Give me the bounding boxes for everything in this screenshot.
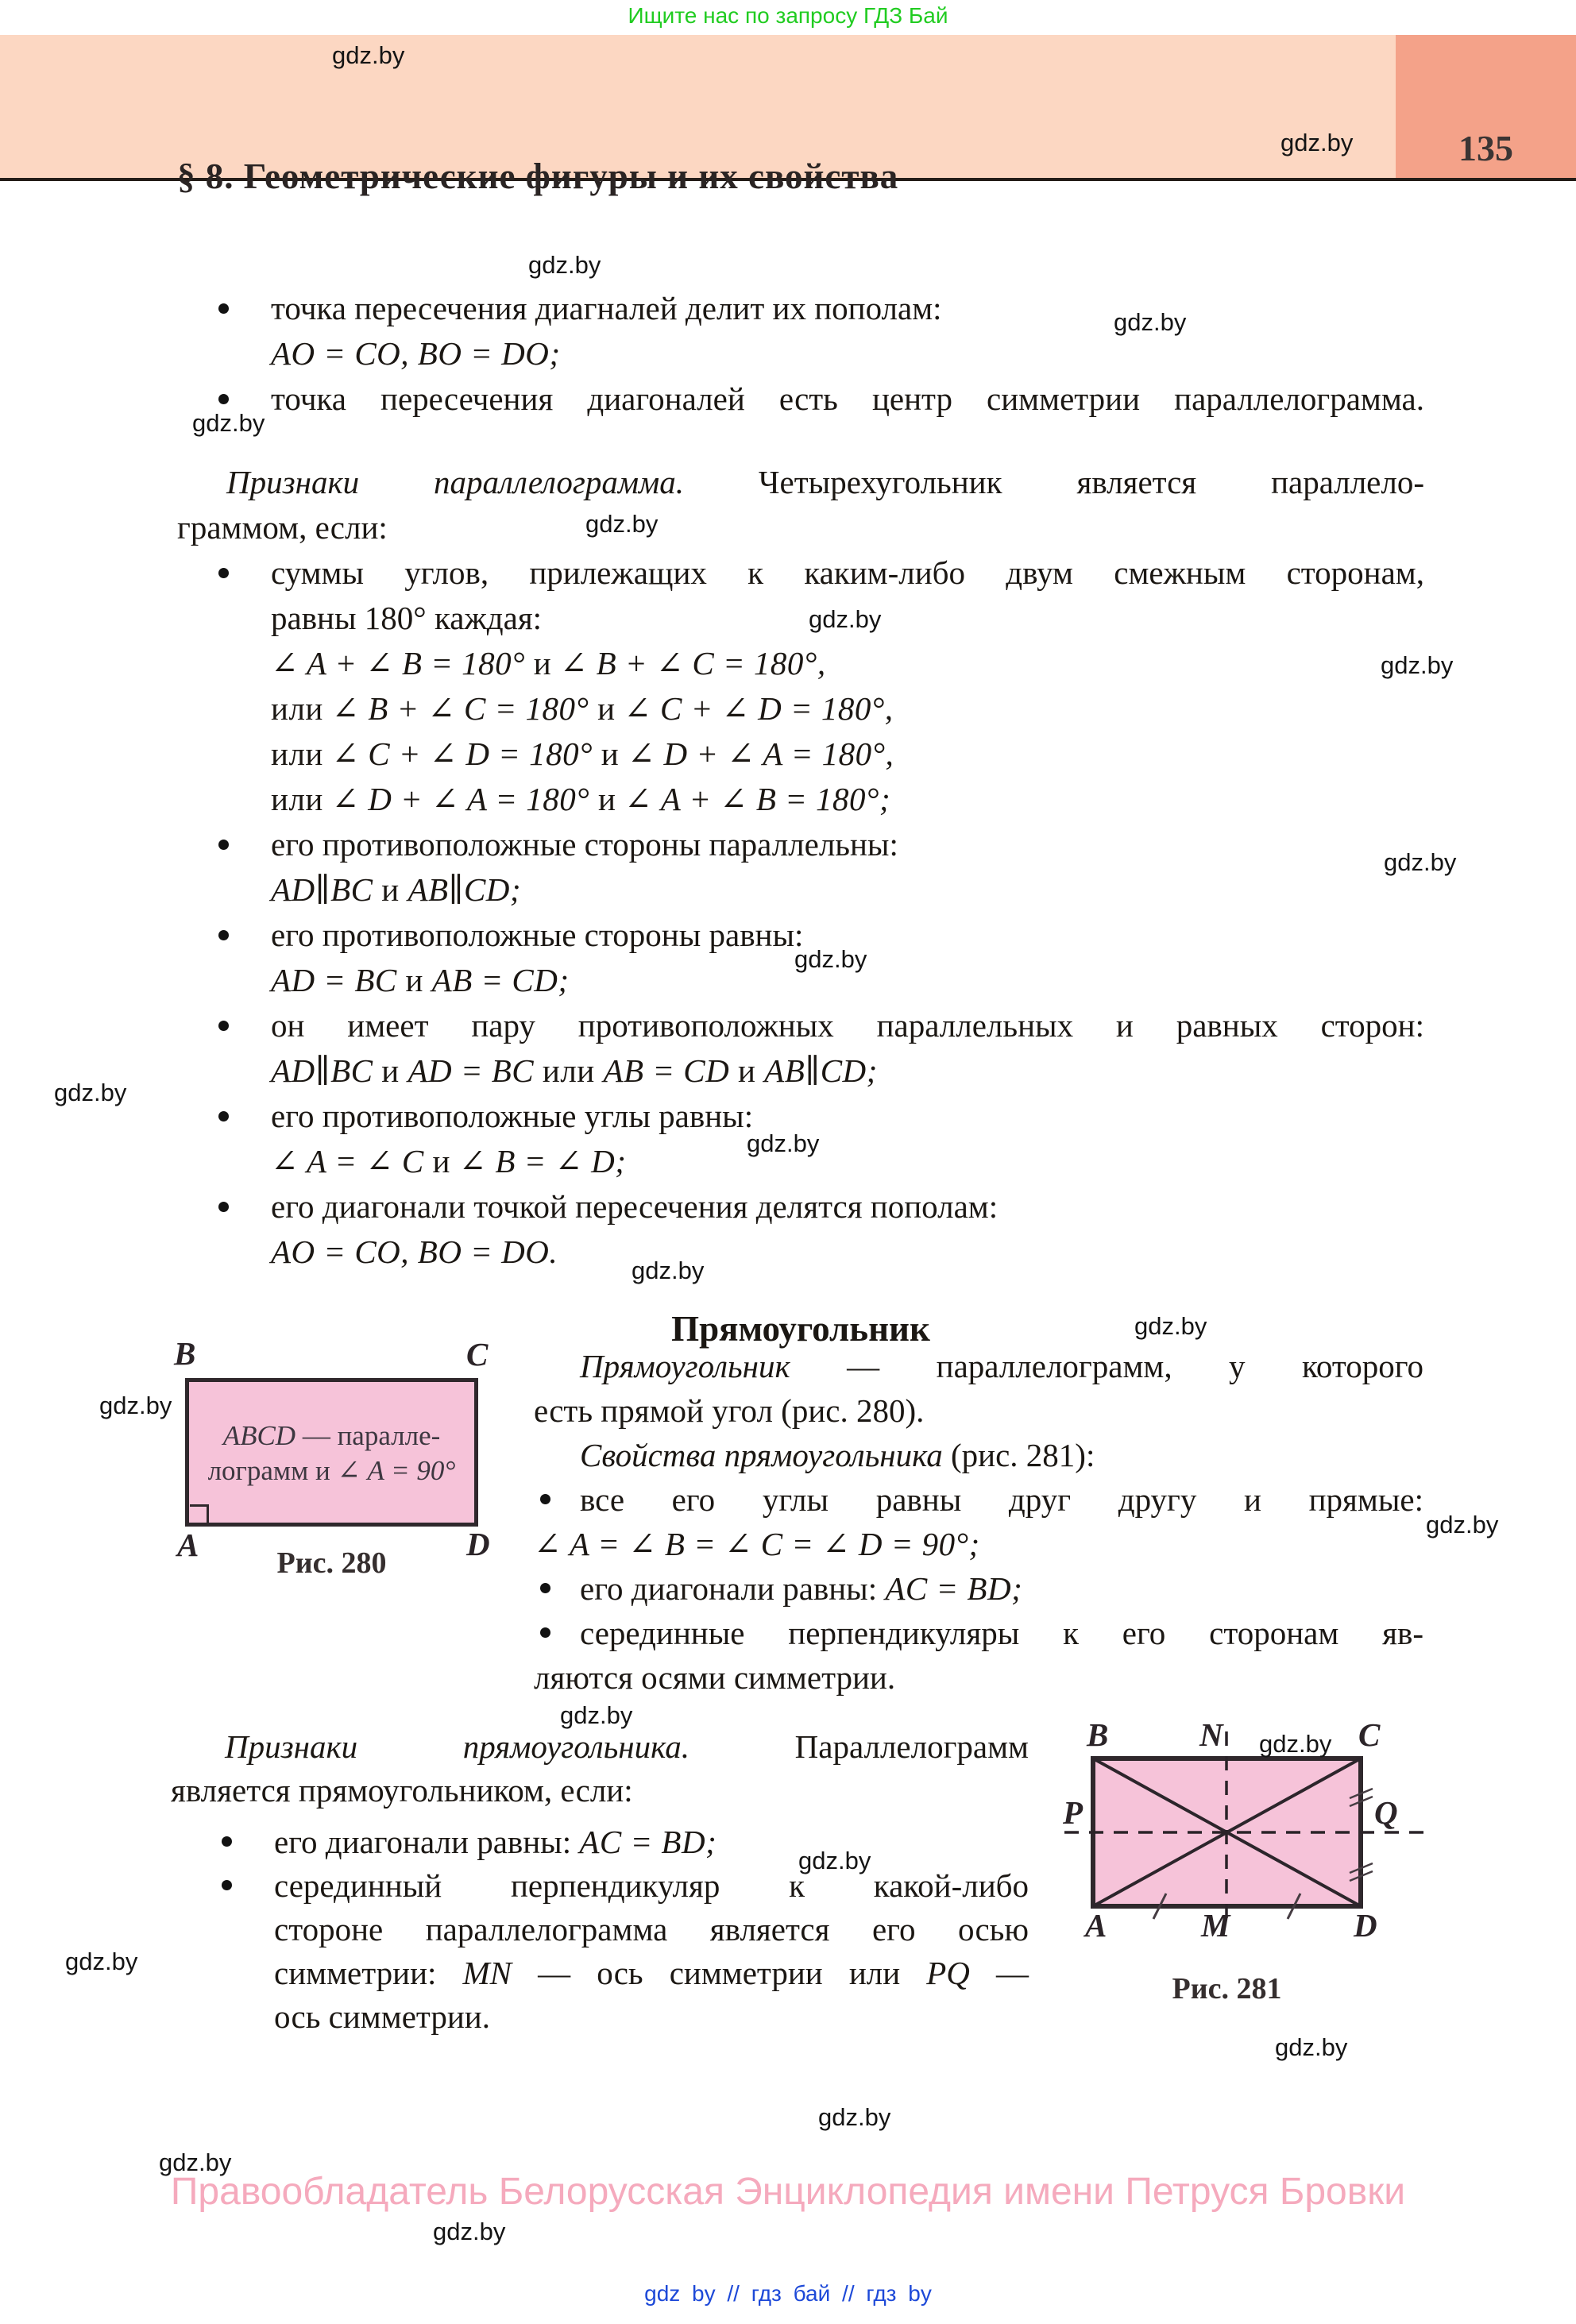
paragraph-lead: Свойства прямоугольника (580, 1437, 943, 1473)
list-item-text: его противоположные стороны равны: (271, 917, 804, 953)
paragraph-text: Параллелограмм (690, 1728, 1029, 1765)
gdz-watermark: gdz.by (54, 1079, 127, 1106)
formula-line: AO = CO, BO = DO; (271, 335, 561, 372)
vertex-label-a: A (1085, 1907, 1107, 1944)
gdz-watermark: gdz.by (332, 41, 405, 69)
bullet-icon (218, 303, 229, 314)
bullet-icon (222, 1836, 232, 1847)
page-header (0, 35, 1576, 196)
rectangle-text-column (534, 1344, 1423, 1700)
page-number: 135 (1458, 128, 1513, 168)
vertex-label-c: C (466, 1336, 489, 1372)
gdz-watermark: gdz.by (1275, 2033, 1348, 2061)
gdz-watermark: gdz.by (1384, 848, 1457, 876)
bullet-icon (218, 840, 229, 850)
right-angle-icon (190, 1504, 209, 1523)
list-item-text: он имеет пару противоположных параллельных и равных сторон: (271, 1007, 1424, 1044)
vertex-label-b: B (174, 1335, 196, 1372)
bullet-icon (218, 1111, 229, 1121)
list-item (177, 1184, 1424, 1230)
formula-line: или ∠ B + ∠ C = 180° и ∠ C + ∠ D = 180°, (271, 690, 894, 727)
paragraph-line (534, 1433, 1423, 1477)
gdz-watermark: gdz.by (192, 409, 265, 437)
gdz-watermark: gdz.by (747, 1129, 820, 1157)
gdz-watermark: gdz.by (809, 605, 882, 633)
formula-line: AD∥BC и AB∥CD; (271, 871, 522, 908)
list-item-text: точка пересечения диагналей делит их пополам: (271, 290, 942, 326)
vertex-label-d: D (466, 1526, 490, 1562)
section-title: § 8. Геометрические фигуры и их свойства (177, 156, 899, 196)
list-item-text: суммы углов, прилежащих к каким-либо двум смежным сторонам, (271, 554, 1424, 591)
vertex-label-a: A (177, 1527, 199, 1563)
list-item (171, 1864, 1029, 1908)
rectangle-signs-column (171, 1725, 1029, 2039)
gdz-watermark: gdz.by (1134, 1312, 1207, 1340)
list-item (177, 376, 1424, 422)
page-number-box (1396, 35, 1576, 178)
bullet-icon (218, 1202, 229, 1212)
gdz-watermark: gdz.by (1114, 308, 1187, 336)
main-text-column (177, 286, 1424, 1352)
axis-label-n: N (1199, 1716, 1223, 1753)
bullet-icon (218, 1021, 229, 1031)
bullet-icon (218, 394, 229, 404)
axis-label-m: M (1201, 1907, 1230, 1944)
gdz-watermark: gdz.by (159, 2148, 232, 2176)
formula-line: ∠ A = ∠ C и ∠ B = ∠ D; (271, 1143, 627, 1179)
formula-line: или ∠ D + ∠ A = 180° и ∠ A + ∠ B = 180°; (271, 781, 891, 817)
list-item-text: его диагонали точкой пересечения делятся пополам: (271, 1188, 999, 1225)
formula-line: AD∥BC и AD = BC или AB = CD и AB∥CD; (271, 1052, 878, 1089)
bullet-icon (218, 568, 229, 578)
list-item (177, 822, 1424, 867)
gdz-watermark: gdz.by (528, 251, 601, 279)
list-item-continuation: ляются осями симметрии. (534, 1659, 896, 1696)
bullet-icon (540, 1494, 550, 1504)
paragraph-text: — параллелограмм, у которого (790, 1348, 1423, 1384)
list-item-continuation: равны 180° каждая: (271, 600, 543, 636)
formula-line: AO = CO, BO = DO. (271, 1233, 558, 1270)
copyright-text: Правообладатель Белорусская Энциклопедия имени Петруся Бровки (170, 2171, 1406, 2213)
axis-label-p: P (1063, 1794, 1084, 1831)
vertex-label-d: D (1354, 1907, 1377, 1944)
bullet-icon (540, 1583, 550, 1593)
formula-line: ∠ A = ∠ B = ∠ C = ∠ D = 90°; (534, 1526, 980, 1562)
gdz-watermark: gdz.by (1381, 651, 1454, 679)
gdz-watermark: gdz.by (818, 2103, 891, 2131)
gdz-watermark: gdz.by (433, 2218, 506, 2245)
list-item-text: его противоположные углы равны: (271, 1098, 754, 1134)
bullet-icon (222, 1880, 232, 1890)
formula-line: AD = BC и AB = CD; (271, 962, 570, 998)
gdz-watermark: gdz.by (560, 1701, 633, 1729)
gdz-watermark: gdz.by (1259, 1730, 1332, 1758)
figure-281 (1063, 1716, 1436, 2049)
paragraph-line: является прямоугольником, если: (171, 1772, 633, 1809)
list-item (534, 1611, 1423, 1655)
vertex-label-c: C (1358, 1716, 1381, 1753)
paragraph-lead: Признаки параллелограмма. (226, 464, 684, 500)
paragraph-lead: Прямоугольник (580, 1348, 790, 1384)
formula-line: или ∠ C + ∠ D = 180° и ∠ D + ∠ A = 180°, (271, 735, 894, 772)
paragraph-line (171, 1725, 1029, 1769)
list-item-continuation: симметрии: MN — ось симметрии или PQ — (274, 1955, 1029, 1991)
gdz-watermark: gdz.by (65, 1948, 138, 1975)
figure-caption: Рис. 280 (276, 1546, 387, 1580)
bullet-icon (218, 930, 229, 940)
paragraph-line (534, 1344, 1423, 1388)
paragraph-line: есть прямой угол (рис. 280). (534, 1392, 925, 1429)
subsection-heading: Прямоугольник (671, 1309, 930, 1349)
list-item-text: точка пересечения диагоналей есть центр симметрии параллелограмма. (271, 380, 1424, 417)
list-item-text: его диагонали равны: (580, 1570, 886, 1607)
paragraph-text: Четырехугольник является параллело- (683, 464, 1424, 500)
axis-label-q: Q (1374, 1794, 1398, 1831)
paragraph-line: граммом, если: (177, 509, 388, 546)
list-item-text: серединный перпендикуляр к какой-либо (274, 1867, 1029, 1904)
gdz-watermark: gdz.by (1426, 1511, 1499, 1538)
rectangle-diagram (1063, 1716, 1436, 1962)
list-item (177, 550, 1424, 596)
gdz-watermark: gdz.by (794, 945, 867, 973)
list-item: его диагонали равны: AC = BD; (534, 1566, 1423, 1611)
list-item (177, 1003, 1424, 1048)
figure-caption: Рис. 281 (1172, 1972, 1282, 2006)
paragraph-line (177, 460, 1424, 505)
list-item: его диагонали равны: AC = BD; (171, 1820, 1029, 1864)
list-item (177, 286, 1424, 331)
list-item (534, 1477, 1423, 1522)
list-item-text: его диагонали равны: (274, 1824, 580, 1860)
list-item-continuation: стороне параллелограмма является его осью (274, 1911, 1029, 1948)
gdz-watermark: gdz.by (798, 1847, 871, 1874)
gdz-watermark: gdz.by (632, 1257, 705, 1284)
paragraph-text: (рис. 281): (942, 1437, 1095, 1473)
list-item-text: все его углы равны друг другу и прямые: (580, 1481, 1423, 1518)
footer-links[interactable]: gdz by // гдз бай // гдз by (644, 2281, 932, 2306)
bullet-icon (540, 1627, 550, 1638)
gdz-watermark: gdz.by (585, 510, 659, 538)
paragraph-lead: Признаки прямоугольника. (225, 1728, 690, 1765)
gdz-watermark: gdz.by (1280, 129, 1354, 156)
gdz-watermark: gdz.by (99, 1392, 172, 1419)
figure-inner-text: ABCD — паралле- лограмм и ∠ A = 90° (207, 1420, 456, 1486)
list-item-text: его противоположные стороны параллельны: (271, 826, 898, 863)
top-banner: Ищите нас по запросу ГДЗ Бай (628, 3, 948, 28)
formula-line: ∠ A + ∠ B = 180° и ∠ B + ∠ C = 180°, (271, 645, 826, 681)
vertex-label-b: B (1087, 1716, 1109, 1753)
list-item-text: серединные перпендикуляры к его сторонам яв- (580, 1615, 1423, 1651)
list-item-continuation: ось симметрии. (274, 1998, 490, 2035)
figure-280 (174, 1334, 512, 1604)
